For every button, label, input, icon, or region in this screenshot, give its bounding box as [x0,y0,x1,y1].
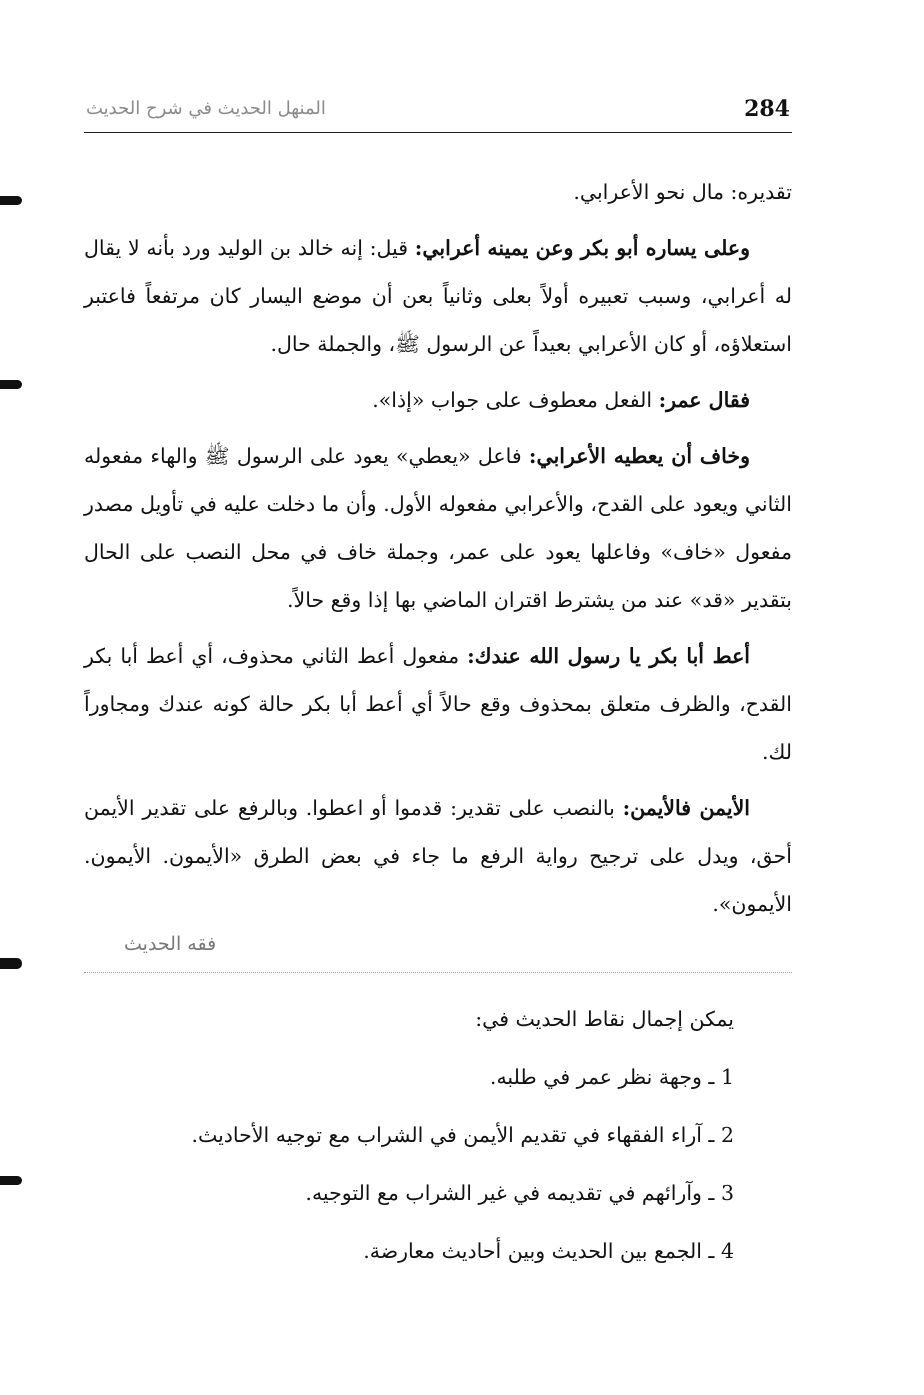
page-body [84,168,792,1285]
paragraph-lead: وعلى يساره أبو بكر وعن يمينه أعرابي: [414,236,750,260]
edge-marker [0,958,22,969]
page-header [84,92,792,133]
paragraph [84,224,792,368]
paragraph-text: بالنصب على تقدير: قدموا أو اعطوا. وبالرفع على تقدير الأيمن أحق، ويدل على ترجيح رواية الرفع ما جاء في بعض الطرق «الأيمون. الأيمون. الأيمون». [84,796,792,916]
points-list [84,1053,792,1275]
edge-marker [0,380,22,389]
paragraph-lead: الأيمن فالأيمن: [622,796,750,820]
edge-marker [0,196,22,205]
paragraph-lead: أعط أبا بكر يا رسول الله عندك: [467,644,750,668]
paragraph-text: الفعل معطوف على جواب «إذا». [372,388,659,412]
section-title: فقه الحديث [124,933,217,955]
paragraph-text: مفعول أعط الثاني محذوف، أي أعط أبا بكر القدح، والظرف متعلق بمحذوف وقع حالاً أي أعط أبا بكر حالة كونه عندك ومجاوراً لك. [84,644,792,764]
paragraph-text: فاعل «يعطي» يعود على الرسول ﷺ والهاء مفعوله الثاني ويعود على القدح، والأعرابي مفعوله الأول. وأن ما دخلت عليه في تأويل مصدر مفعول «خاف» وفاعلها يعود على عمر، وجملة خاف في محل النصب على الحال بتقدير «قد» عند من يشترط اقتران الماضي بها إذا وقع حالاً. [84,444,792,612]
paragraph [84,432,792,624]
running-title: المنهل الحديث في شرح الحديث [86,98,326,119]
list-item: 1 ـ وجهة نظر عمر في طلبه. [489,1065,734,1089]
paragraph-text: قيل: إنه خالد بن الوليد ورد بأنه لا يقال له أعرابي، وسبب تعبيره أولاً بعلى وثانياً بعن أن موضع اليسار كان مرتفعاً فاعتبر استعلاؤه، أو كان الأعرابي بعيداً عن الرسول ﷺ، والجملة حال. [84,236,792,356]
paragraph [84,632,792,776]
paragraph [84,168,792,216]
paragraph-text: تقديره: مال نحو الأعرابي. [573,180,792,204]
paragraph-lead: فقال عمر: [658,388,750,412]
section-heading [84,933,792,973]
edge-marker [0,1176,22,1185]
paragraph [84,376,792,424]
list-item: 3 ـ وآرائهم في تقديمه في غير الشراب مع التوجيه. [305,1181,734,1205]
page-number: 284 [744,96,790,122]
section-intro: يمكن إجمال نقاط الحديث في: [475,1007,734,1031]
paragraph-lead: وخاف أن يعطيه الأعرابي: [528,444,750,468]
list-item: 2 ـ آراء الفقهاء في تقديم الأيمن في الشراب مع توجيه الأحاديث. [191,1123,734,1147]
list-item: 4 ـ الجمع بين الحديث وبين أحاديث معارضة. [363,1239,734,1263]
paragraph [84,784,792,928]
